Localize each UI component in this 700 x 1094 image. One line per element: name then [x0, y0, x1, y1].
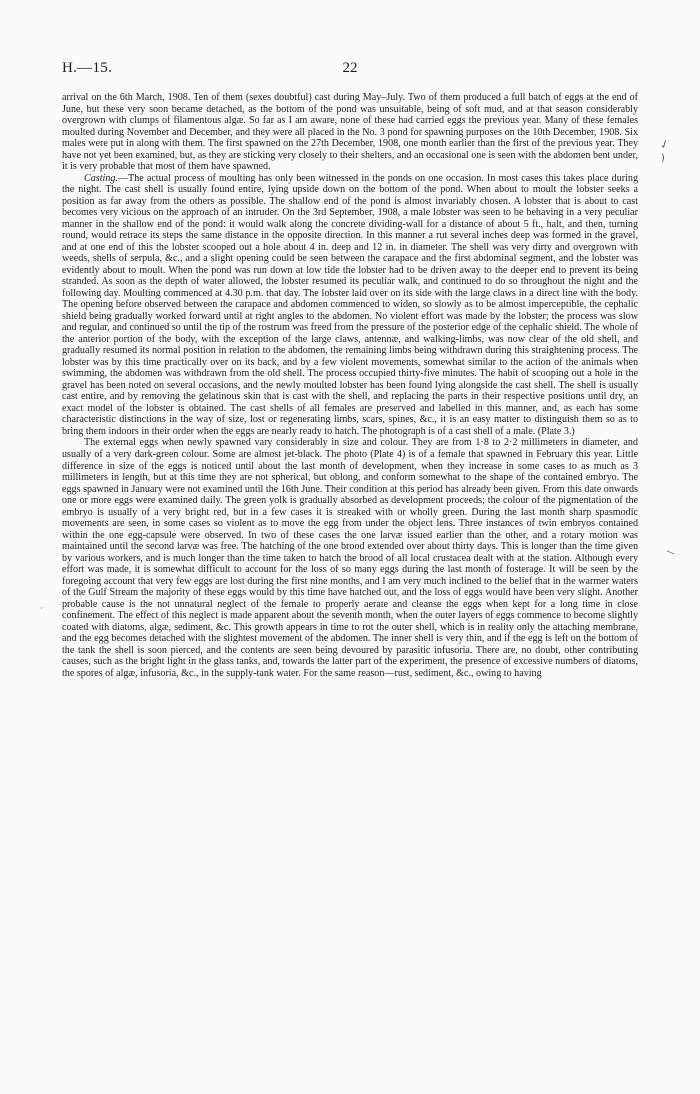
section-heading-casting: Casting.: [84, 172, 118, 184]
body-text: [62, 92, 638, 679]
margin-dash-mark: —: [664, 546, 677, 560]
paragraph-continuation: [62, 92, 638, 173]
paragraph-text: The external eggs when newly spawned vary considerably in size and colour. They are from 1·8 to 2·2 millimeters in diameter, and usually of a very dark-green colour. Some are almost jet-black. The photo (Plate 4) is of a female that spawned in February this year. Little difference in size of the eggs is noticed until about the last month of development, when they increase in some cases to as much as 3 millimeters in length, but at this time they are not spherical, but oblong, and conform somewhat to the shape of the contained embryo. The eggs spawned in January were not examined until the 16th June. Their condition at this period has already been given. From this date onwards one or more eggs were examined daily. The green yolk is gradually absorbed as development proceeds; the colour of the pigmentation of the embryo is usually of a very bright red, but in a few cases it is streaked with or wholly green. During the last month sharp spasmodic movements are seen, in some cases so violent as to move the egg from under the object lens. Three instances of twin embryos contained within the one egg-capsule were observed. In two of these cases the one larvæ issued earlier than the other, and a rotary motion was maintained until the second larvæ was free. The hatching of the one brood extended over about thirty days. This is longer than the time given by various workers, and is much longer than the time taken to hatch the brood of all local crustacea dealt with at the station. Although every effort was made, it is somewhat difficult to account for the loss of so many eggs during the last month of fosterage. It will be seen by the foregoing account that very few eggs are lost during the first nine months, and I am very much inclined to the belief that in the warmer waters of the Gulf Stream the majority of these eggs would by this time have hatched out, and the loss of eggs would have been very slight. Another probable cause is the not unnatural neglect of the female to properly aerate and cleanse the eggs when kept for a long time in close confinement. The effect of this neglect is made apparent about the seventh month, when the outer layers of eggs commence to become slightly coated with diatoms, algæ, sediment, &c. This growth appears in time to rot the outer shell, which is in reality only the attaching membrane, and the egg becomes detached with the slightest movement of the abdomen. The inner shell is very thin, and if the egg is left on the bottom of the tank the shell is soon pierced, and the contents are seen being devoured by parasitic infusoria. There are, no doubt, other contributing causes, such as the bright light in the glass tanks, and, towards the latter part of the experiment, the presence of excessive numbers of diatoms, the spores of algæ, infusoria, &c., in the supply-tank water. For the same reason—rust, sediment, &c., owing to having: [62, 437, 638, 679]
margin-dot-mark: ·: [40, 604, 43, 614]
paragraph-text: arrival on the 6th March, 1908. Ten of them (sexes doubtful) cast during May–July. Two of them produced a full batch of eggs at the end of June, but these very soon became detached, as the bottom of the pond was unsuitable, being of soft mud, and at that season considerably overgrown with clumps of filamentous algæ. So far as I am aware, none of these had carried eggs the previous year. Many of these females moulted during November and December, and they were all placed in the No. 3 pond for spawning purposes on the 10th December, 1908. Six males were put in along with them. The first spawned on the 27th December, 1908, one month earlier than the first of the previous year. They have not yet been examined, but, as they are sticking very closely to their shelters, and an occasional one is seen with the abdomen bent under, it is very probable that most of them have spawned.: [62, 92, 638, 173]
paragraph-external-eggs: [62, 437, 638, 679]
page-number: 22: [342, 60, 358, 76]
paragraph-text: —The actual process of moulting has only been witnessed in the ponds on one occasion. In most cases this takes place during the night. The cast shell is usually found entire, lying upside down on the bottom of the pond. When about to moult the lobster seeks a position as far away from the others as possible. The shallow end of the pond is almost invariably chosen. A lobster that is about to cast becomes very vicious on the approach of an intruder. On the 3rd September, 1908, a male lobster was seen to be behaving in a very peculiar manner in the shallow end of the pond: it would walk along the concrete dividing-wall for a distance of about 5 ft., halt, and then, turning round, would retrace its steps the same distance in the opposite direction. In this manner a rut several inches deep was formed in the gravel, and at one end of this the lobster scooped out a hole about 4 in. deep and 12 in. in diameter. The shell was very dirty and overgrown with weeds, shells of serpula, &c., and a slight opening could be seen between the carapace and the first abdominal segment, and the lobster was evidently about to moult. When the pond was run down at low tide the lobster had to be driven away to the deeper end to prevent its being stranded. As soon as the depth of water allowed, the lobster resumed its peculiar walk, and continued to do so throughout the night and the following day. Moulting commenced at 4.30 p.m. that day. The lobster laid over on its side with the large claws in a direct line with the body. The opening before observed between the carapace and abdomen commenced to widen, so slowly as to be almost imperceptible, the cephalic shield being gradually worked forward until at right angles to the abdomen. No violent effort was made by the lobster; the process was slow and regular, and continued so until the tip of the rostrum was freed from the pressure of the posterior edge of the cephalic shield. The whole of the anterior portion of the body, with the exception of the large claws, antennæ, and walking-limbs, was now clear of the old shell, and gradually resumed its normal position in relation to the abdomen, the remaining limbs being withdrawn during this straightening process. The lobster was by this time practically over on its back, and by a few violent movements, somewhat similar to the action of the animals when swimming, the abdomen was withdrawn from the old shell. The process occupied thirty-five minutes. The habit of scooping out a hole in the gravel has been noted on several occasions, and the newly moulted lobster has been found lying alongside the cast shell. The shell is usually cast entire, and by removing the gelatinous skin that is cast with the shell, and replacing the parts in their respective positions until dry, an exact model of the lobster is obtained. The cast shells of all females are preserved and labelled in this manner, and, as each has some characteristic distinctions in the way of size, lost or regenerating limbs, scars, spines, &c., it is an easy matter to distinguish them so as to bring them indoors in their order when the eggs are nearly ready to hatch. The photograph is of a cast shell of a male. (Plate 3.): [62, 172, 638, 437]
margin-check-mark: ✓: [658, 136, 672, 153]
margin-bracket-mark: ): [661, 153, 665, 164]
paragraph-casting: [62, 173, 638, 438]
page-header: [62, 60, 638, 80]
report-reference: H.—15.: [62, 60, 113, 76]
